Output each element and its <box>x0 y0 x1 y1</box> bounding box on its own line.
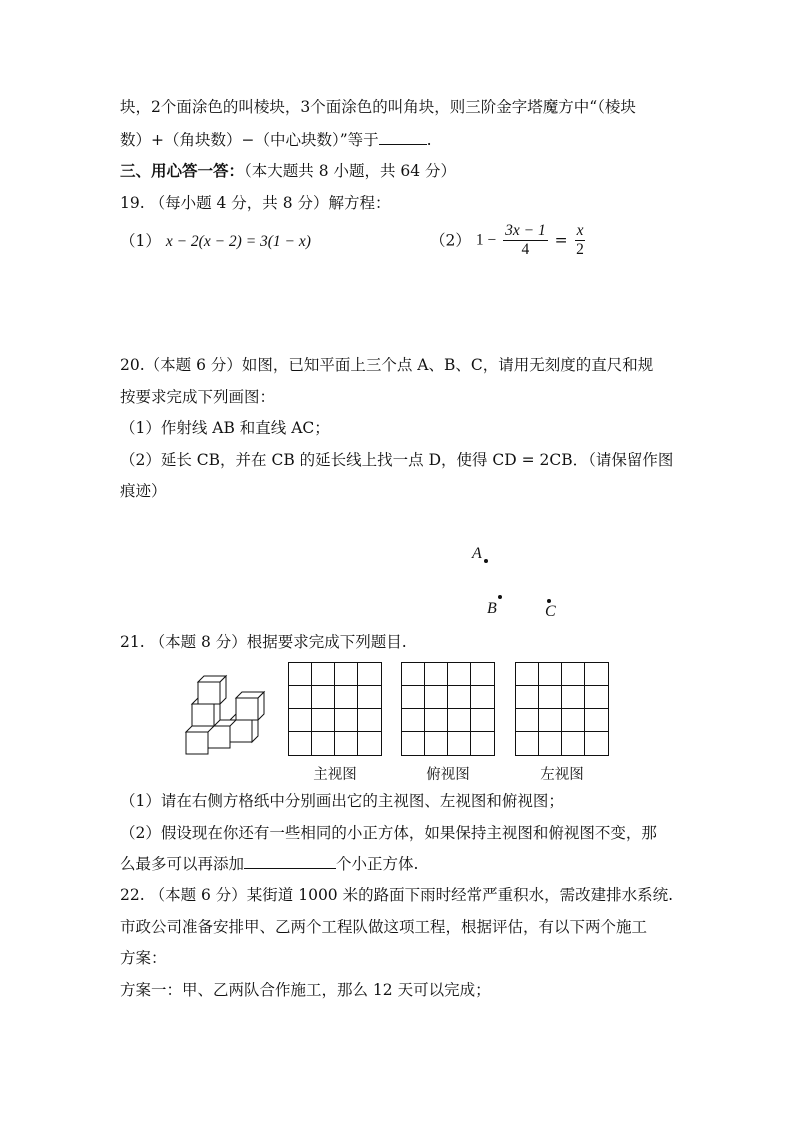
caption-left-view: 左视图 <box>540 767 584 783</box>
q19-part-2-right-denominator: 2 <box>576 241 584 258</box>
q19-part-2-fraction-right <box>575 222 586 259</box>
point-c-label: C <box>545 603 556 620</box>
point-a-label: A <box>472 545 482 562</box>
q21-part-2: （2）假设现在你还有一些相同的小正方体，如果保持主视图和俯视图不变，那 <box>120 824 657 842</box>
front-view-grid[interactable] <box>288 662 382 756</box>
point-b-label: B <box>487 600 497 617</box>
caption-top-view: 俯视图 <box>426 767 470 783</box>
q20-line-4: （2）延长 CB，并在 CB 的延长线上找一点 D，使得 CD = 2CB．（请保留作图 <box>120 451 674 469</box>
q19-part-2-fraction-left <box>503 222 548 259</box>
top-view-grid[interactable] <box>401 662 495 756</box>
q20-heading: 20.（本题 6 分）如图，已知平面上三个点 A、B、C，请用无刻度的直尺和规 <box>120 356 654 374</box>
q21-part-1: （1）请在右侧方格纸中分别画出它的主视图、左视图和俯视图； <box>120 792 564 810</box>
q22-heading: 22. （本题 6 分）某街道 1000 米的路面下雨时经常严重积水，需改建排水系统. <box>120 886 674 904</box>
q18-line-2 <box>120 130 432 150</box>
q19-part-2-denominator: 4 <box>521 241 530 258</box>
q19-part-1-equation: x − 2(x − 2) = 3(1 − x) <box>165 233 311 250</box>
q18-line-1: 块，2个面涂色的叫棱块，3个面涂色的叫角块，则三阶金字塔魔方中“（棱块 <box>120 98 636 116</box>
point-c-dot <box>547 599 551 603</box>
section-3-header <box>120 161 456 181</box>
q19-part-2-equals: = <box>554 231 568 250</box>
q19-part-2-lead: 1 − <box>475 231 497 249</box>
q21-part-3-end: 个小正方体. <box>336 855 419 873</box>
q19-part-1 <box>120 231 311 252</box>
q19-part-2-numerator: 3x − 1 <box>505 222 546 239</box>
q20-line-3: （1）作射线 AB 和直线 AC； <box>120 419 330 437</box>
point-b-dot <box>498 595 502 599</box>
q20-line-5: 痕迹） <box>120 482 167 500</box>
q20-line-2: 按要求完成下列画图： <box>120 388 276 406</box>
q22-line-2: 市政公司准备安排甲、乙两个工程队做这项工程，根据评估，有以下两个施工 <box>120 918 648 936</box>
q18-line-2-text: 数）+（角块数）−（中心块数）”等于 <box>120 131 379 149</box>
q22-line-3: 方案： <box>120 949 167 967</box>
q19-part-2-right-numerator: x <box>576 222 584 239</box>
q19-heading: 19. （每小题 4 分，共 8 分）解方程： <box>120 194 391 212</box>
q19-part-2 <box>430 222 587 259</box>
section-3-note: （本大题共 8 小题，共 64 分） <box>244 162 457 180</box>
left-view-grid[interactable] <box>515 662 609 756</box>
cube-stack-illustration <box>180 670 270 760</box>
q21-part-3-text: 么最多可以再添加 <box>120 855 245 873</box>
caption-front-view: 主视图 <box>313 767 357 783</box>
q18-line-2-end: . <box>426 131 432 149</box>
q22-line-4: 方案一：甲、乙两队合作施工，那么 12 天可以完成； <box>120 981 491 999</box>
q21-answer-blank[interactable] <box>244 868 336 869</box>
section-3-title: 三、用心答一答： <box>120 161 245 180</box>
q21-heading: 21. （本题 8 分）根据要求完成下列题目. <box>120 633 407 651</box>
point-a-dot <box>484 559 488 563</box>
q19-part-2-label: （2） <box>430 231 471 250</box>
q19-part-1-label: （1） <box>120 232 161 250</box>
q21-part-3 <box>120 854 418 874</box>
q18-answer-blank[interactable] <box>379 144 427 145</box>
